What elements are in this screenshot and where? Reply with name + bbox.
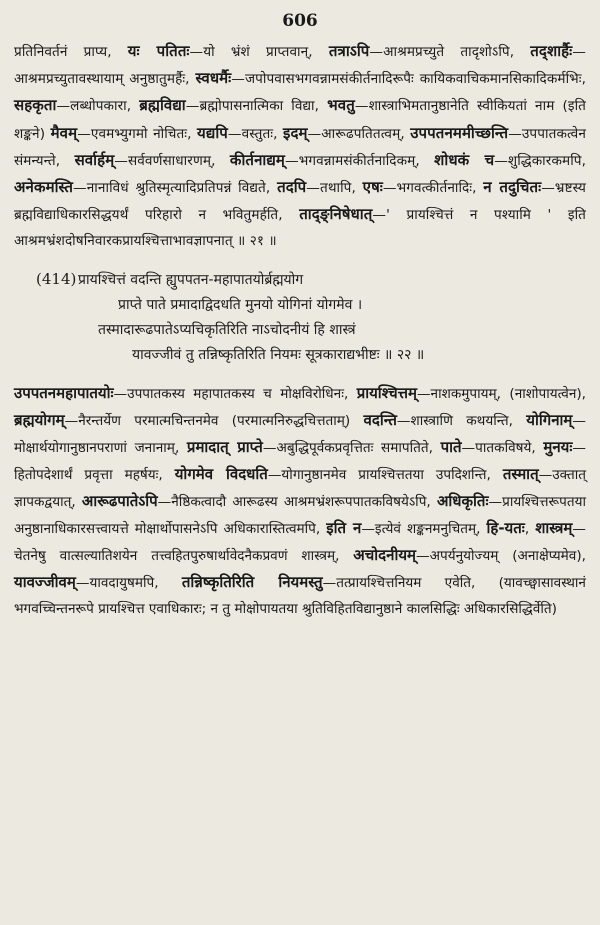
- commentary-paragraph-22: [14, 380, 586, 622]
- gloss: —उपपातकत्वेन संमन्यन्ते,: [14, 125, 586, 169]
- gloss: —सर्ववर्णसाधारणम्,: [114, 152, 230, 169]
- gloss: —अबुद्धिपूर्वकप्रवृत्तितः समापतिते,: [262, 439, 441, 456]
- headword: उपपतनमहापातयोः: [14, 383, 114, 402]
- headword: कीर्तनाद्यम्: [229, 150, 286, 169]
- headword: पाते: [440, 437, 462, 456]
- gloss: —शुद्धिकारकमपि,: [494, 152, 586, 169]
- gloss: —नैष्ठिकत्वादौ आरूढस्य आश्रमभ्रंशरूपपातकविषयेऽपि,: [157, 493, 437, 510]
- gloss: —भगवन्नामसंकीर्तनादिकम्,: [285, 152, 435, 169]
- headword: अधिकृतिः: [436, 491, 489, 510]
- headword: एषः: [362, 178, 383, 197]
- headword: हि-यतः: [486, 518, 525, 537]
- gloss: —' प्रायश्चित्तं न पश्यामि ' इति आश्रमभ्रंशदोषनिवारकप्रायश्चित्ताभावज्ञापनात् ॥ २१ ॥: [14, 207, 586, 250]
- gloss: —लब्धोपकारा,: [56, 98, 140, 115]
- headword: शोधकं च: [434, 150, 495, 169]
- headword: शास्त्रम्: [535, 518, 573, 537]
- verse-text: प्रायश्चित्तं वदन्ति ह्युपपतन-महापातयोर्ब्रह्मयोग: [78, 271, 304, 288]
- gloss: —पातकविषये,: [461, 439, 544, 456]
- gloss: —आरूढपतितत्वम्,: [307, 125, 411, 142]
- gloss: —उपपातकस्य महापातकस्य च मोक्षविरोधिनः,: [113, 385, 357, 402]
- verse-line-2: प्राप्ते पाते प्रमादाद्विदधति मुनयो योगिनां योगमेव ।: [118, 296, 363, 313]
- headword: इदम्: [282, 123, 308, 142]
- verse-line-4: यावज्जीवं तु तन्निष्कृतिरिति नियमः सूत्रकाराद्यभीष्टः ॥ २२ ॥: [132, 346, 425, 363]
- gloss: —भ्रष्टस्य ब्रह्मविद्याधिकारसिद्धयर्थं परिहारो न भवितुमर्हति,: [14, 180, 586, 224]
- headword: इति न: [326, 518, 362, 537]
- headword: तदपि: [277, 178, 307, 197]
- headword: प्रमादात् प्राप्ते: [186, 437, 263, 456]
- headword: मैवम्: [50, 123, 78, 142]
- gloss: —आश्रमप्रच्युते तादृशोऽपि,: [369, 44, 531, 60]
- gloss: —चेतनेषु वात्सल्यातिशयेन तत्त्वहितपुरुषार्थावेदनैकप्रवणं शास्त्रम्,: [14, 520, 586, 564]
- commentary-text: प्रतिनिवर्तनं प्राप्य,: [14, 44, 128, 60]
- headword: अचोदनीयम्: [353, 545, 417, 564]
- headword: यः पतितः: [127, 42, 190, 60]
- headword: तत्राऽपि: [328, 42, 370, 60]
- headword: प्रायश्चित्तम्: [356, 383, 417, 402]
- gloss: —मोक्षार्थयोगानुष्ठानपराणां जनानाम्,: [14, 412, 586, 456]
- gloss: —भगवत्कीर्तनादिः,: [382, 180, 484, 197]
- gloss: —वस्तुतः,: [227, 125, 283, 142]
- headword: मुनयः: [543, 437, 573, 456]
- headword: योगमेव विदधति: [174, 464, 268, 483]
- headword: भवतु: [327, 96, 355, 115]
- verse-line-3: तस्मादारूढपातेऽप्यचिकृतिरिति नाऽचोदनीयं हि शास्त्रं: [98, 321, 356, 338]
- verse-number: (414): [36, 269, 77, 288]
- gloss: —योगानुष्ठानमेव प्रायश्चित्ततया उपदिशन्ति,: [267, 466, 503, 483]
- gloss: —आश्रमप्रच्युतावस्थायाम् अनुष्ठातुमर्हैः,: [14, 44, 586, 88]
- headword: आरूढपातेऽपि: [81, 491, 158, 510]
- verse-block: [14, 267, 586, 368]
- gloss: —नैरन्तर्येण परमात्मचिन्तनमेव (परमात्मनिरुद्धचित्तताम्): [64, 412, 364, 429]
- headword: न तदुचितः: [483, 178, 542, 197]
- gloss: —शास्त्राभिमतानुष्ठानेति स्वीकियतां नाम (इति शङ्कने): [14, 98, 586, 142]
- gloss: —एवमभ्युगमो नोचितः,: [77, 125, 198, 142]
- gloss: —शास्त्राणि कथयन्ति,: [396, 412, 527, 429]
- headword: अनेकमस्ति: [14, 178, 74, 197]
- page-number: 606: [282, 11, 318, 31]
- commentary-paragraph-21: [14, 38, 586, 255]
- headword: यद्यपि: [197, 123, 228, 142]
- gloss: —यावदायुषमपि,: [75, 574, 182, 591]
- gloss: —प्रायश्चित्तरूपतया अनुष्ठानाधिकारसत्त्वायत्ते मोक्षार्थोपासनेऽपि अधिकारास्तित्वमपि,: [14, 493, 586, 537]
- headword: योगिनाम्: [526, 410, 573, 429]
- headword: तस्मात्: [502, 464, 539, 483]
- gloss: —नानाविधं श्रुतिस्मृत्यादिप्रतिपन्नं विद्यते,: [73, 180, 278, 197]
- headword: तन्निष्कृतिरिति नियमस्तु: [181, 572, 323, 591]
- gloss: —अपर्यनुयोज्यम् (अनाक्षेप्यमेव),: [416, 547, 586, 564]
- headword: ब्रह्मविद्या: [139, 96, 186, 115]
- gloss: —हितोपदेशार्थं प्रवृत्ता महर्षयः,: [14, 439, 586, 483]
- headword: तद्शार्हैः: [530, 42, 573, 60]
- gloss: —तथापि,: [306, 180, 363, 197]
- headword: सर्वार्हम्: [74, 150, 115, 169]
- headword: ताद्ङ्निषेधात्: [299, 205, 373, 224]
- gloss: ,: [524, 520, 536, 537]
- gloss: —यो भ्रंशं प्राप्तवान्,: [189, 44, 329, 60]
- headword: स्वधर्मैः: [195, 69, 232, 88]
- headword: उपपतनममीच्छन्ति: [410, 123, 509, 142]
- headword: यावज्जीवम्: [14, 572, 76, 591]
- gloss: —तत्प्रायश्चित्तनियम एवेति, (यावच्छ्वासावस्थानं भगवच्चिन्तनरूपे प्रायश्चित्त एवाधिकारः; न तु मोक्षोपायतया श्रुतिविहितविद्यानुष्ठाने कालसिद्धिः अधिकारसिद्धिर्वेति): [14, 574, 586, 617]
- gloss: —ब्रह्मोपासनात्मिका विद्या,: [185, 98, 328, 115]
- headword: ब्रह्मयोगम्: [14, 410, 65, 429]
- headword: वदन्ति: [363, 410, 397, 429]
- gloss: —उक्तात् ज्ञापकद्वयात्,: [14, 466, 586, 510]
- verse-line-1: [14, 267, 586, 293]
- gloss: —इत्येवं शङ्कनमनुचितम्,: [361, 520, 487, 537]
- gloss: —जपोपवासभगवन्नामसंकीर्तनादिरूपैः कायिकवाचिकमानसिकादिकर्मभिः,: [231, 71, 586, 88]
- headword: सहकृता: [14, 96, 57, 115]
- gloss: —नाशकमुपायम्, (नाशोपायत्वेन),: [416, 385, 586, 402]
